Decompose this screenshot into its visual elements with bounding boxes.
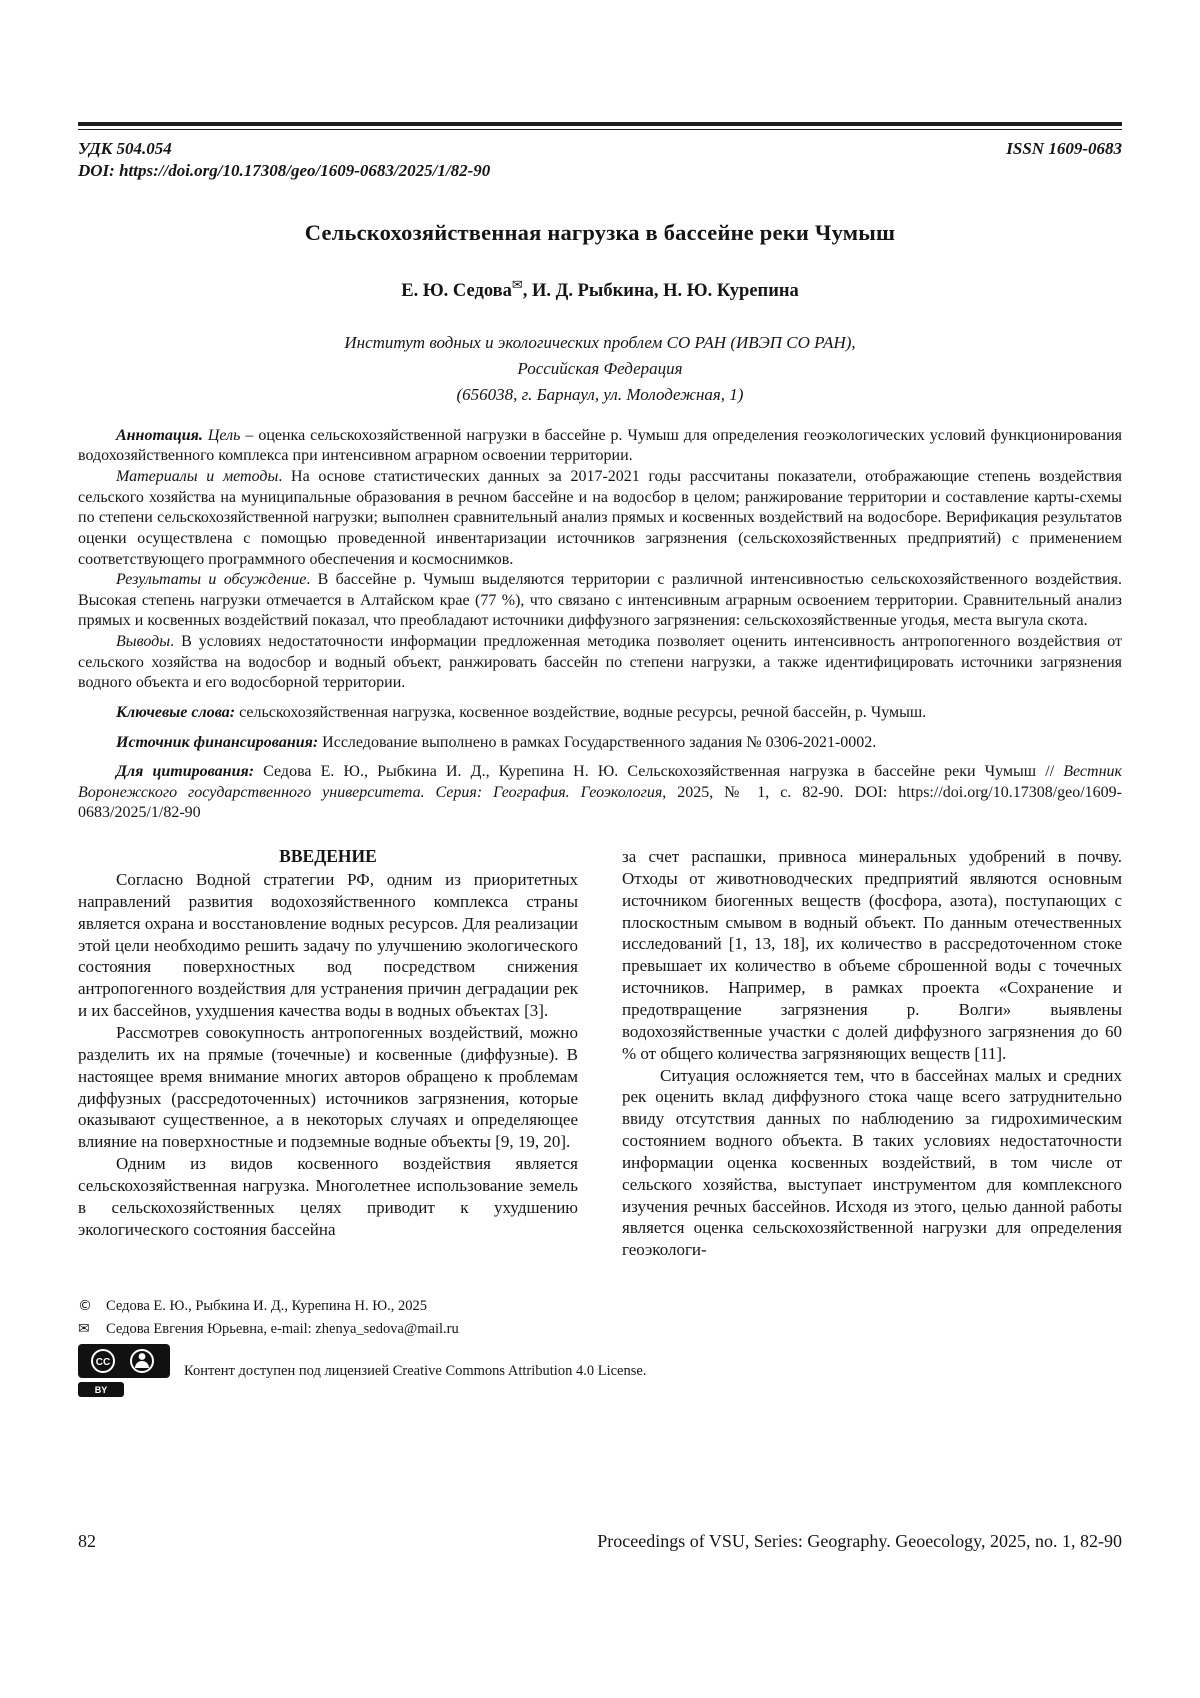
- methods-label: Материалы и методы: [116, 468, 279, 486]
- copyright-line: [78, 1295, 1122, 1318]
- body-paragraph: Рассмотрев совокупность антропогенных воздействий, можно разделить их на прямые (точечные) и косвенные (диффузные). В настоящее время внимание многих авторов обращено к проблемам диффузных (рассредоточенных) источников загрязнения, которые оказывают существенное, а в некоторых случаях и определяющее влияние на поверхностные и подземные водные объекты [9, 19, 20].: [78, 1022, 578, 1152]
- by-text: BY: [94, 1385, 108, 1396]
- abstract-conclusions-paragraph: [78, 632, 1122, 694]
- funding-text: Исследование выполнено в рамках Государственного задания № 0306-2021-0002.: [318, 733, 877, 751]
- authors-rest: , И. Д. Рыбкина, Н. Ю. Курепина: [522, 281, 799, 302]
- methods-text: . На основе статистических данных за 2017-2021 годы рассчитаны показатели, отображающие степень воздействия сельского хозяйства на муниципальные образования в речном бассейне и на водосбор в целом; ранжирование территории и составление карты-схемы по степени сельскохозяйственной нагрузки; выполнен сравнительный анализ прямых и косвенных воздействий на водосборе. Верификация результатов оценки осуществлена с помощью проведенной инвентаризации источников загрязнения (сельскохозяйственных предприятий) с применением соответствующего программного обеспечения и космоснимков.: [78, 468, 1122, 568]
- funding-label: Источник финансирования:: [116, 733, 319, 751]
- person-icon: [139, 1354, 146, 1361]
- envelope-icon: ✉: [78, 1320, 90, 1337]
- license-text: Контент доступен под лицензией Creative Commons Attribution 4.0 License.: [184, 1363, 647, 1380]
- doi-link[interactable]: DOI: https://doi.org/10.17308/geo/1609-0683/2025/1/82-90: [78, 161, 491, 181]
- keywords-text: сельскохозяйственная нагрузка, косвенное воздействие, водные ресурсы, речной бассейн, р. Чумыш.: [235, 703, 927, 721]
- body-paragraph: Одним из видов косвенного воздействия является сельскохозяйственная нагрузка. Многолетнее использование земель в сельскохозяйственных целях приводит к ухудшению экологического состояния бассейна: [78, 1154, 578, 1239]
- goal-label: Цель: [202, 426, 241, 444]
- cc-by-badge-icon: [78, 1344, 170, 1398]
- affiliation-address: (656038, г. Барнаул, ул. Молодежная, 1): [456, 385, 744, 404]
- contact-line: [78, 1318, 1122, 1341]
- contact-email[interactable]: Седова Евгения Юрьевна, e-mail: zhenya_sedova@mail.ru: [106, 1320, 459, 1337]
- goal-text: – оценка сельскохозяйственной нагрузки в бассейне р. Чумыш для определения геоэкологических условий функционирования водохозяйственного комплекса при интенсивном аграрном освоении территории.: [78, 426, 1123, 465]
- keywords-paragraph: [78, 703, 1122, 724]
- body-paragraph: за счет распашки, привноса минеральных удобрений в почву. Отходы от животноводческих предприятий являются основным источником биогенных веществ (фосфора, азота), поступающих с плоскостным смывом в водный объект. По данным отечественных исследований [1, 13, 18], их количество в рассредоточенном стоке превышает их количество в объеме сброшенной воды с точечных источников. Например, в рамках проекта «Сохранение и предотвращение загрязнения р. Волги» выявлены водохозяйственные участки с долей диффузного загрязнения до 60 % от общего количества загрязняющих веществ [11].: [622, 847, 1122, 1063]
- footnote-block: [78, 1295, 1122, 1398]
- issn-code: ISSN 1609-0683: [1006, 139, 1122, 158]
- abstract-results-paragraph: [78, 570, 1122, 632]
- abstract-goal-paragraph: [78, 426, 1122, 467]
- conclusions-label: Выводы: [116, 633, 171, 651]
- page-number: 82: [78, 1531, 96, 1551]
- abstract-methods-paragraph: [78, 467, 1122, 570]
- citation-tail[interactable]: , 2025, № 1, с. 82-90. DOI: https://doi.org/10.17308/geo/1609-0683/2025/1/82-90: [78, 783, 1123, 822]
- article-title: Сельскохозяйственная нагрузка в бассейне реки Чумыш: [304, 220, 896, 246]
- funding-paragraph: [78, 733, 1122, 754]
- abstract-label: Аннотация.: [116, 426, 203, 444]
- keywords-label: Ключевые слова:: [116, 703, 236, 721]
- license-line: [78, 1344, 1122, 1398]
- left-column: [78, 846, 578, 1261]
- affiliation-institute: Институт водных и экологических проблем СО РАН (ИВЭП СО РАН),: [344, 333, 856, 353]
- body-paragraph: Согласно Водной стратегии РФ, одним из приоритетных направлений развития водохозяйственного комплекса страны является охрана и восстановление водных ресурсов. Для реализации этой цели необходимо решить задачу по улучшению экологического состояния поверхностных вод посредством снижения антропогенного воздействия для устранения причин деградации рек и их бассейнов, ухудшения качества воды в водных объектах [3].: [78, 870, 578, 1021]
- journal-footer-line: Proceedings of VSU, Series: Geography. Geoecology, 2025, no. 1, 82-90: [597, 1531, 1122, 1551]
- introduction-heading: ВВЕДЕНИЕ: [279, 846, 377, 867]
- abstract-block: [78, 426, 1122, 694]
- results-text: . В бассейне р. Чумыш выделяются территории с различной интенсивностью сельскохозяйственного воздействия. Высокая степень нагрузки отмечается в Алтайском крае (77 %), что связано с интенсивным аграрным освоением территории. Сравнительный анализ прямых и косвенных воздействий показал, что преобладают источники диффузного загрязнения: сельскохозяйственные угодья, места выгула скота.: [78, 571, 1122, 630]
- results-label: Результаты и обсуждение: [116, 571, 307, 589]
- author-corresponding: Е. Ю. Седова: [401, 281, 512, 302]
- right-column: [622, 846, 1122, 1261]
- udk-code: УДК 504.054: [78, 139, 172, 158]
- citation-journal: Вестник Воронежского государственного университета. Серия: География. Геоэкология: [78, 763, 1123, 801]
- copyright-text: Седова Е. Ю., Рыбкина И. Д., Курепина Н. Ю., 2025: [106, 1298, 427, 1315]
- citation-authors: Седова Е. Ю., Рыбкина И. Д., Курепина Н. Ю. Сельскохозяйственная нагрузка в бассейне реки Чумыш //: [254, 763, 1064, 781]
- body-paragraph: Ситуация осложняется тем, что в бассейнах малых и средних рек оценить вклад диффузного стока чаще всего затруднительно ввиду отсутствия данных по наблюдению за гидрохимическим состоянием водного объекта. В таких условиях недостаточности информации оценка косвенных воздействий, в том числе от сельского хозяйства, выступает инструментом для комплексного изучения речных бассейнов. Исходя из этого, целью данной работы является оценка сельскохозяйственной нагрузки для определения геоэкологи-: [622, 1065, 1122, 1260]
- copyright-icon: ©: [78, 1298, 92, 1315]
- conclusions-text: . В условиях недостаточности информации предложенная методика позволяет оценить интенсивность антропогенного воздействия от сельского хозяйства на водосбор и водный объект, ранжировать бассейн по степени нагрузки, а также идентифицировать источники загрязнения водного объекта и его водосборной территории.: [78, 633, 1122, 692]
- top-rule: [78, 122, 1122, 130]
- cc-text: CC: [95, 1357, 111, 1369]
- authors-line: [78, 278, 1122, 302]
- affiliation-country: Российская Федерация: [517, 359, 683, 379]
- affiliation-block: [78, 330, 1122, 407]
- citation-label: Для цитирования:: [116, 763, 255, 781]
- page-footer: [78, 1531, 1122, 1552]
- citation-paragraph: [78, 762, 1122, 824]
- meta-row: [78, 138, 1122, 160]
- envelope-icon: ✉: [511, 278, 523, 294]
- article-body: [78, 846, 1122, 1261]
